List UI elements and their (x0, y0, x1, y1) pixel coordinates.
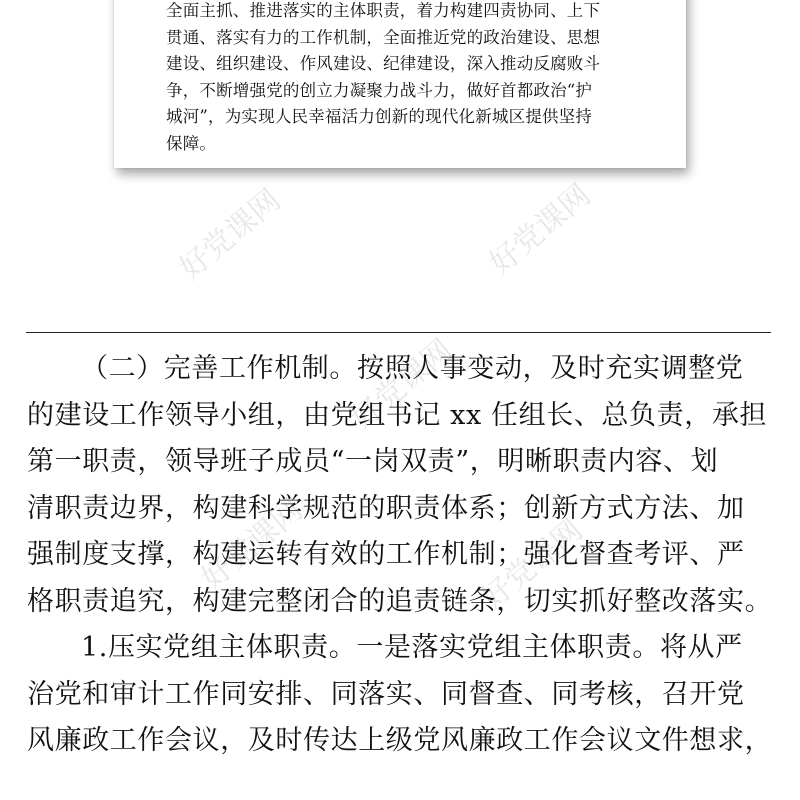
paragraph-line: 1.压实党组主体职责。一是落实党组主体职责。将从严 (81, 632, 743, 663)
paragraph-line: 的建设工作领导小组，由党组书记 xx 任组长、总负责，承担 (27, 399, 768, 431)
card-text-line: 贯通、落实有力的工作机制，全面推近党的政治建设、思想 (166, 27, 601, 47)
card-text-line: 建设、组织建设、作风建设、纪律建设，深入推动反腐败斗 (166, 54, 601, 73)
paragraph-line: 清职责边界，构建科学规范的职责体系；创新方式方法、加 (27, 492, 745, 524)
watermark: 好党课网 (173, 182, 288, 287)
paragraph-line: （二）完善工作机制。按照人事变动，及时充实调整党 (81, 353, 744, 384)
watermark: 好党课网 (475, 512, 590, 617)
card-text-line: 城河”，为实现人民幸福活力创新的现代化新城区提供坚持 (166, 107, 593, 126)
section-divider (26, 332, 771, 333)
document-page-preview (114, 0, 686, 168)
paragraph-line: 强制度支撑，构建运转有效的工作机制；强化督查考评、严 (27, 539, 745, 570)
paragraph-line: 风廉政工作会议，及时传达上级党风廉政工作会议文件想求， (27, 725, 773, 756)
paragraph-line: 治党和审计工作同安排、同落实、同督查、同考核，召开党 (27, 678, 745, 710)
document-body (27, 346, 775, 765)
card-text-line: 争，不断增强党的创立力凝聚力战斗力，做好首都政治“护 (166, 80, 593, 100)
watermark: 好党课网 (483, 177, 598, 282)
card-text-line: 保障。 (166, 133, 217, 153)
paragraph-line: 第一职责，领导班子成员“一岗双责”，明晰职责内容、划 (27, 446, 719, 477)
paragraph-line: 格职责追究，构建完整闭合的追责链条，切实抓好整改落实。 (27, 585, 773, 617)
watermark: 好党课网 (195, 492, 310, 597)
watermark: 好党课网 (345, 332, 460, 437)
card-text-line: 全面主抓、推进落实的主体职责，着力构建四责协同、上下 (166, 1, 601, 20)
